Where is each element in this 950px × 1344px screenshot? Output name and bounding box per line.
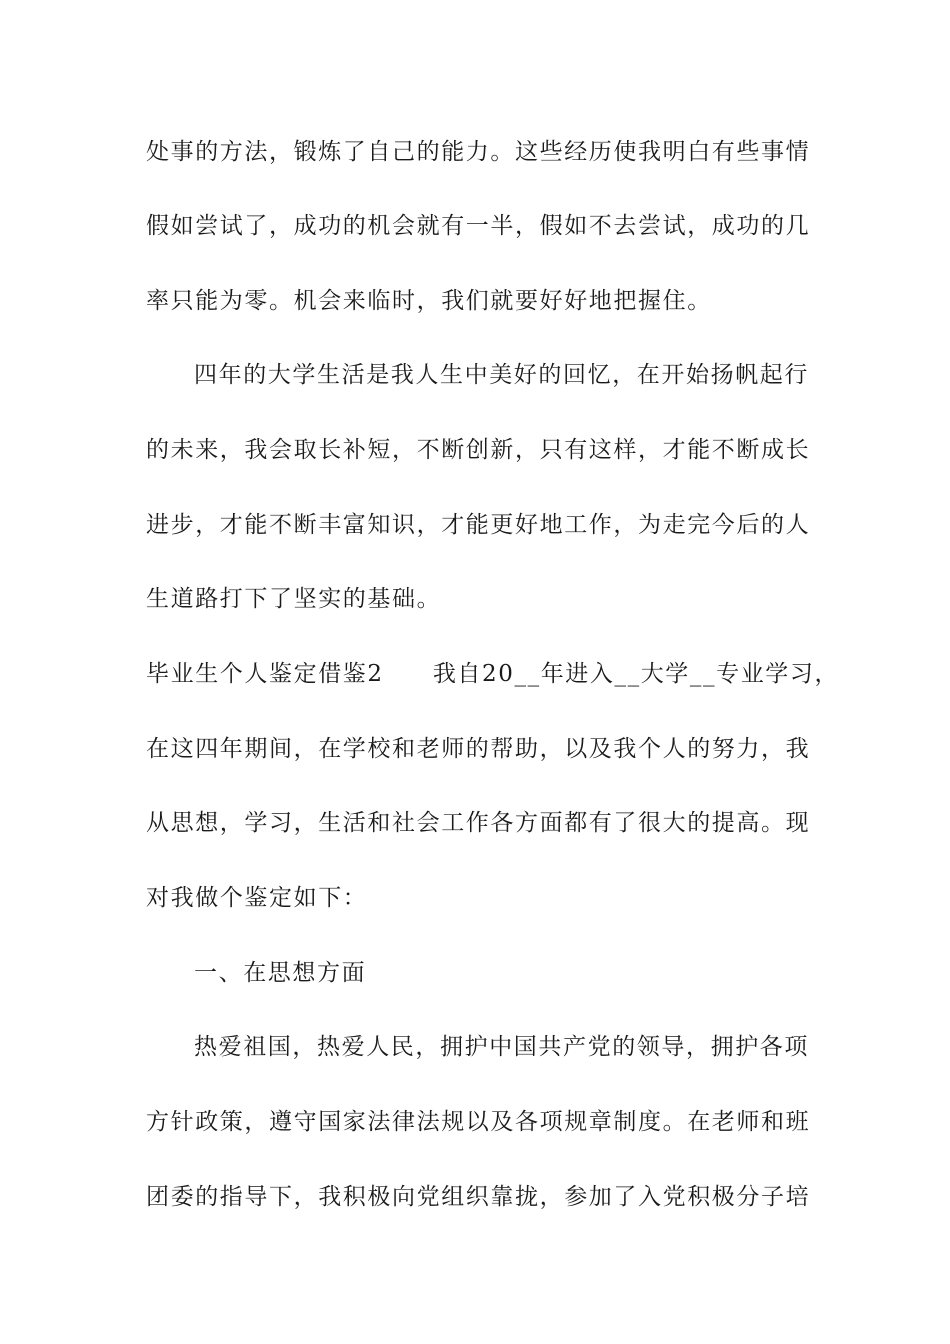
heading-thought: 一、在思想方面 bbox=[194, 960, 367, 986]
text-line: 对我做个鉴定如下： bbox=[146, 885, 368, 911]
text-line: 假如尝试了，成功的机会就有一半，假如不去尝试，成功的几 bbox=[146, 213, 811, 239]
paragraph-first-line: 热爱祖国，热爱人民，拥护中国共产党的领导，拥护各项 bbox=[194, 1034, 809, 1060]
text-line: 的未来，我会取长补短，不断创新，只有这样，才能不断成长 bbox=[146, 437, 811, 463]
text-line: 进步，才能不断丰富知识，才能更好地工作，为走完今后的人 bbox=[146, 512, 811, 538]
paragraph-first-line: 四年的大学生活是我人生中美好的回忆，在开始扬帆起行 bbox=[194, 362, 809, 388]
text-line: 率只能为零。机会来临时，我们就要好好地把握住。 bbox=[146, 288, 712, 314]
section-title-line: 毕业生个人鉴定借鉴2 我自20__年进入__大学__专业学习， bbox=[146, 661, 840, 687]
text-line: 团委的指导下，我积极向党组织靠拢，参加了入党积极分子培 bbox=[146, 1184, 811, 1210]
text-line: 处事的方法，锻炼了自己的能力。这些经历使我明白有些事情 bbox=[146, 139, 811, 165]
text-line: 在这四年期间，在学校和老师的帮助，以及我个人的努力，我 bbox=[146, 736, 811, 762]
text-line: 生道路打下了坚实的基础。 bbox=[146, 586, 442, 612]
text-line: 从思想，学习，生活和社会工作各方面都有了很大的提高。现 bbox=[146, 810, 811, 836]
text-line: 方针政策，遵守国家法律法规以及各项规章制度。在老师和班 bbox=[146, 1109, 811, 1135]
